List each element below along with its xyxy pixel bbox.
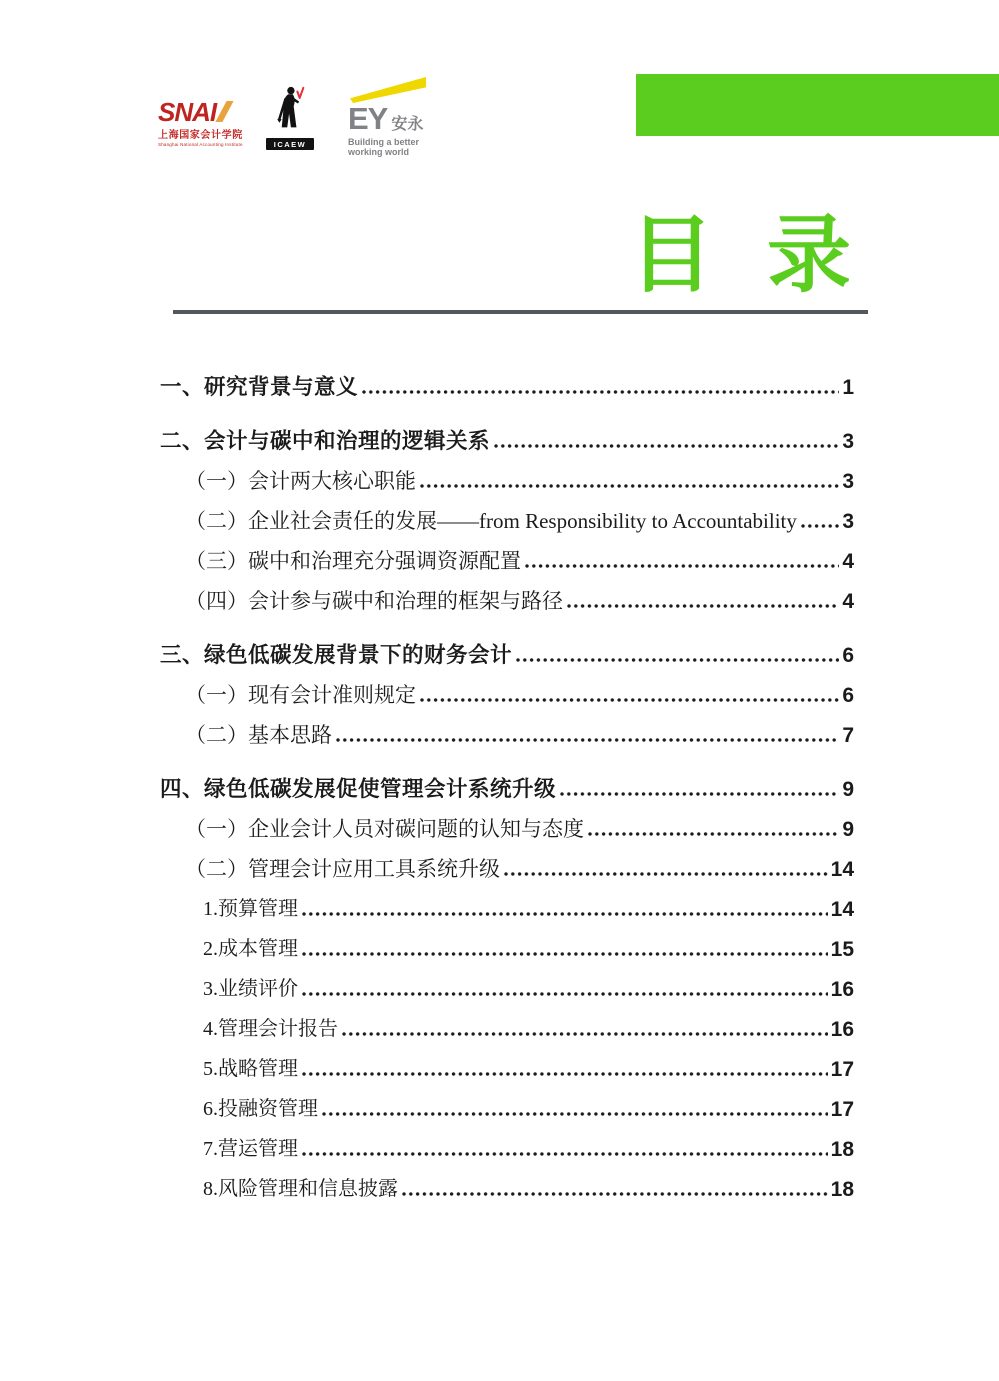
toc-entry[interactable] [160,847,854,887]
dotted-leader-icon [525,564,839,568]
dotted-leader-icon [420,484,839,488]
toc-entry[interactable] [160,459,854,499]
title-underline [173,310,868,314]
snai-name-cn: 上海国家会计学院 [158,130,243,141]
toc-entry[interactable] [160,1087,854,1127]
toc-entry[interactable] [160,807,854,847]
toc-entry-label: 6.投融资管理 [203,1098,318,1120]
toc-entry-page: 16 [830,1018,854,1041]
toc-entry-page: 16 [830,978,854,1001]
dotted-leader-icon [322,1112,828,1116]
dotted-leader-icon [362,390,839,394]
ey-logo [348,77,458,157]
snai-abbr: SNAI [158,97,217,127]
toc-entry[interactable] [160,633,854,673]
toc-entry-page: 14 [830,898,854,921]
toc-entry-page: 7 [842,724,854,747]
toc-entry[interactable] [160,499,854,539]
dotted-leader-icon [302,952,828,956]
dotted-leader-icon [302,992,828,996]
toc-entry-page: 9 [842,778,854,801]
toc-entry-page: 14 [830,858,854,881]
toc-entry-page: 3 [842,470,854,493]
toc-entry-page: 17 [830,1058,854,1081]
toc-entry-page: 9 [842,818,854,841]
dotted-leader-icon [336,738,839,742]
ey-tagline: Building a better working world [348,137,420,157]
toc-entry-page: 6 [842,684,854,707]
toc-entry-label: （一）现有会计准则规定 [185,683,416,707]
toc-entry-label: 一、研究背景与意义 [160,375,359,399]
icaew-label: ICAEW [266,138,314,150]
toc-entry-page: 18 [830,1178,854,1201]
toc-entry-label: 5.战略管理 [203,1058,298,1080]
toc-entry-label: 7.营运管理 [203,1138,298,1160]
toc-entry-label: 二、会计与碳中和治理的逻辑关系 [160,429,491,453]
toc-entry-label: （二）基本思路 [185,723,332,747]
toc-entry-label: （二）管理会计应用工具系统升级 [185,857,500,881]
ey-beam-icon [350,77,426,103]
toc-entry[interactable] [160,967,854,1007]
toc-entry-page: 3 [842,510,854,533]
toc-entry[interactable] [160,767,854,807]
snai-logo [158,97,248,147]
toc-entry-label: 8.风险管理和信息披露 [203,1178,398,1200]
toc-entry[interactable] [160,1007,854,1047]
snai-wordmark [158,97,248,127]
snai-name-en: Shanghai National Accounting Institute [158,142,243,147]
toc-entry[interactable] [160,1167,854,1207]
toc-entry-label: 四、绿色低碳发展促使管理会计系统升级 [160,777,557,801]
toc-entry[interactable] [160,539,854,579]
toc-entry-page: 15 [830,938,854,961]
toc-entry[interactable] [160,365,854,405]
dotted-leader-icon [342,1032,828,1036]
toc-entry[interactable] [160,927,854,967]
toc-entry-label: 1.预算管理 [203,898,298,920]
toc-entry[interactable] [160,579,854,619]
toc-entry-page: 4 [842,590,854,613]
toc-entry-label: 2.成本管理 [203,938,298,960]
dotted-leader-icon [302,1072,828,1076]
toc-entry-label: （一）企业会计人员对碳问题的认知与态度 [185,817,584,841]
toc-entry-page: 17 [830,1098,854,1121]
toc-entry[interactable] [160,673,854,713]
toc-entry-page: 3 [842,430,854,453]
dotted-leader-icon [567,604,839,608]
toc-entry-page: 18 [830,1138,854,1161]
toc-entry-label: 4.管理会计报告 [203,1018,338,1040]
toc-entry-page: 1 [842,376,854,399]
dotted-leader-icon [302,912,828,916]
toc-entry[interactable] [160,713,854,753]
dotted-leader-icon [420,698,839,702]
dotted-leader-icon [560,792,839,796]
snai-slash-icon [215,101,233,122]
toc-entry[interactable] [160,1047,854,1087]
icaew-logo [266,86,314,150]
dotted-leader-icon [516,658,839,662]
page-title: 目 录 [629,208,853,302]
dotted-leader-icon [302,1152,828,1156]
toc-entry-label: （二）企业社会责任的发展——from Responsibility to Accountability [185,509,797,533]
toc-entry[interactable] [160,419,854,459]
dotted-leader-icon [494,444,839,448]
toc-entry-page: 4 [842,550,854,573]
toc-entry[interactable] [160,887,854,927]
dotted-leader-icon [402,1192,828,1196]
header-accent-bar [636,74,999,136]
toc-entry[interactable] [160,1127,854,1167]
toc-entry-label: 3.业绩评价 [203,978,298,1000]
toc-list [160,365,854,1207]
dotted-leader-icon [504,872,828,876]
ey-abbr: EY [348,101,388,136]
icaew-justice-figure-icon [270,86,310,132]
toc-entry-page: 6 [842,644,854,667]
dotted-leader-icon [588,832,839,836]
toc-entry-label: （四）会计参与碳中和治理的框架与路径 [185,589,563,613]
dotted-leader-icon [801,524,839,528]
toc-entry-label: （一）会计两大核心职能 [185,469,416,493]
toc-entry-label: 三、绿色低碳发展背景下的财务会计 [160,643,513,667]
toc-entry-label: （三）碳中和治理充分强调资源配置 [185,549,521,573]
ey-name-cn: 安永 [391,116,424,133]
